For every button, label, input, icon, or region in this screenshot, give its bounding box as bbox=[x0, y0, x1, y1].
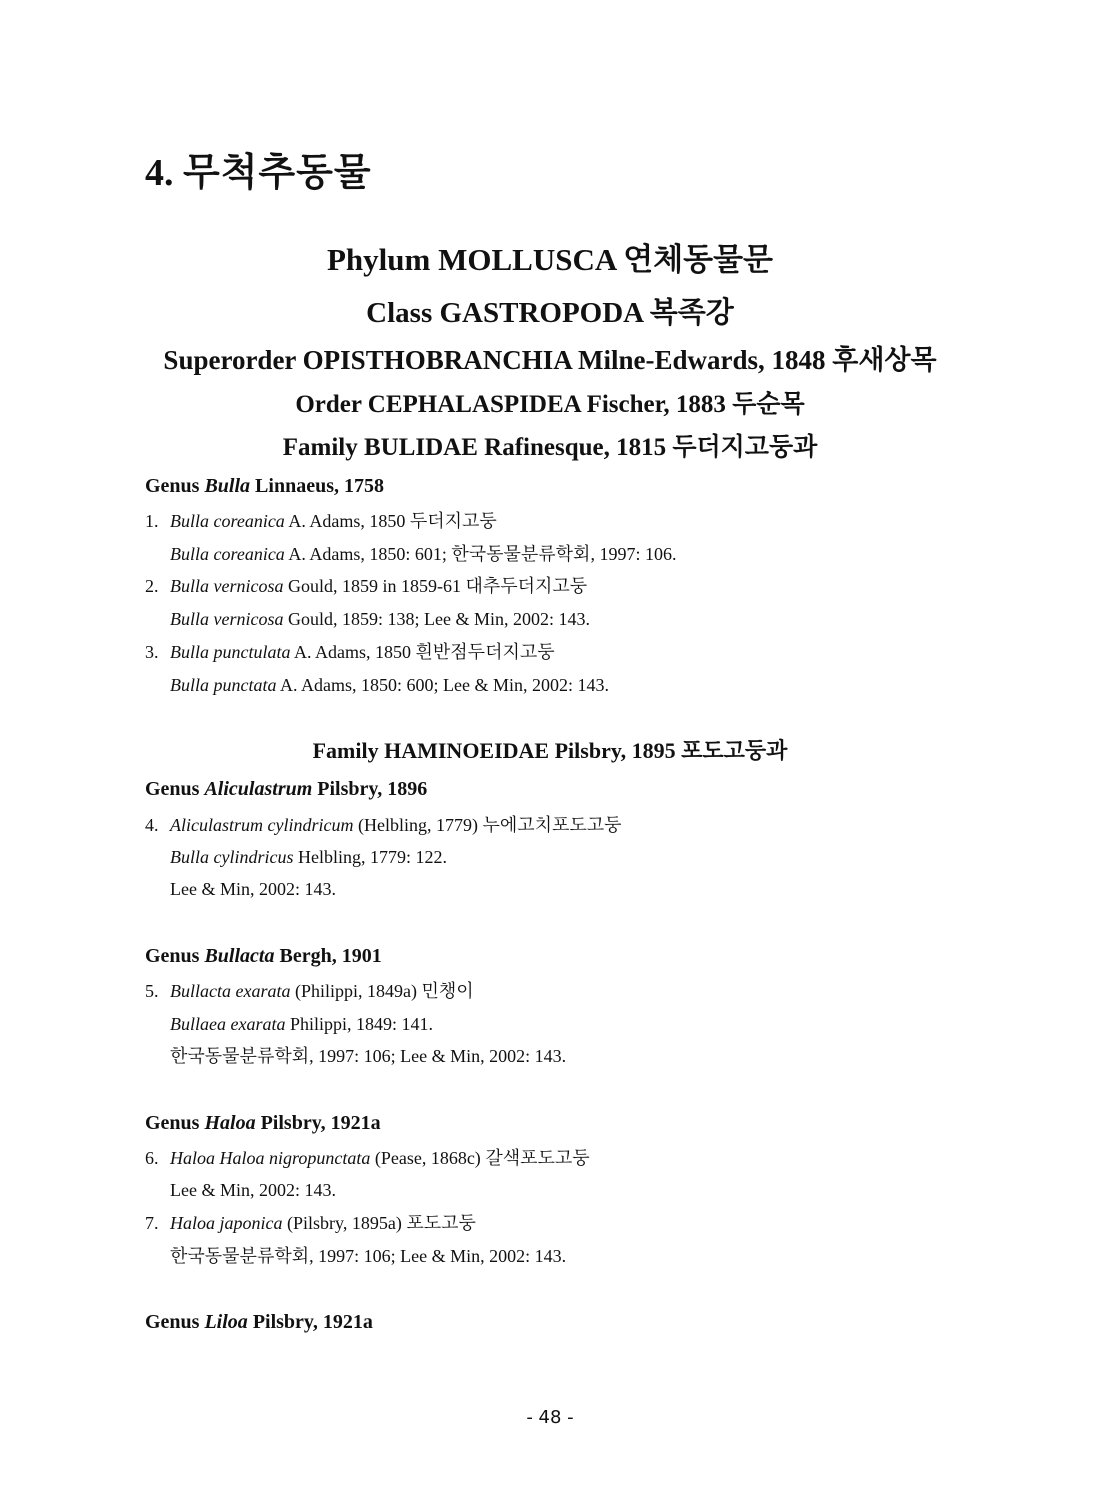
species-entry-1: 1. Bulla coreanica A. Adams, 1850 두더지고둥 bbox=[145, 511, 497, 532]
species-citation-4b: Lee & Min, 2002: 143. bbox=[170, 879, 336, 899]
genus-bullacta: Genus Bullacta Bergh, 1901 bbox=[145, 945, 382, 967]
heading-order: Order CEPHALASPIDEA Fischer, 1883 두순목 bbox=[295, 389, 805, 418]
species-citation-4a: Bulla cylindricus Helbling, 1779: 122. bbox=[170, 847, 447, 867]
species-entry-5: 5. Bullacta exarata (Philippi, 1849a) 민챙이 bbox=[145, 981, 474, 1002]
species-citation-5a: Bullaea exarata Philippi, 1849: 141. bbox=[170, 1014, 433, 1034]
page-number: - 48 - bbox=[526, 1407, 574, 1428]
species-citation-3: Bulla punctata A. Adams, 1850: 600; Lee & Min, 2002: 143. bbox=[170, 675, 609, 695]
genus-bulla: Genus Bulla Linnaeus, 1758 bbox=[145, 475, 384, 497]
species-entry-4: 4. Aliculastrum cylindricum (Helbling, 1779) 누에고치포도고둥 bbox=[145, 815, 622, 836]
genus-liloa: Genus Liloa Pilsbry, 1921a bbox=[145, 1311, 373, 1333]
genus-aliculastrum: Genus Aliculastrum Pilsbry, 1896 bbox=[145, 778, 428, 800]
species-citation-2: Bulla vernicosa Gould, 1859: 138; Lee & Min, 2002: 143. bbox=[170, 609, 590, 629]
heading-phylum: Phylum MOLLUSCA 연체동물문 bbox=[326, 242, 773, 278]
heading-family-haminoeidae: Family HAMINOEIDAE Pilsbry, 1895 포도고둥과 bbox=[312, 738, 788, 764]
species-entry-3: 3. Bulla punctulata A. Adams, 1850 흰반점두더지고둥 bbox=[145, 642, 555, 663]
genus-haloa: Genus Haloa Pilsbry, 1921a bbox=[145, 1112, 381, 1134]
species-citation-6: Lee & Min, 2002: 143. bbox=[170, 1180, 336, 1200]
heading-superorder: Superorder OPISTHOBRANCHIA Milne-Edwards, 1848 후새상목 bbox=[163, 345, 937, 376]
species-citation-5b: 한국동물분류학회, 1997: 106; Lee & Min, 2002: 143. bbox=[170, 1046, 567, 1067]
species-entry-6: 6. Haloa Haloa nigropunctata (Pease, 1868c) 갈색포도고둥 bbox=[145, 1148, 590, 1169]
chapter-number: 4. bbox=[145, 152, 174, 194]
chapter-name: 무척추동물 bbox=[183, 150, 372, 194]
chapter-title bbox=[145, 148, 372, 197]
species-entry-7: 7. Haloa japonica (Pilsbry, 1895a) 포도고둥 bbox=[145, 1213, 476, 1234]
heading-class: Class GASTROPODA 복족강 bbox=[366, 295, 734, 329]
species-citation-1: Bulla coreanica A. Adams, 1850: 601; 한국동물분류학회, 1997: 106. bbox=[170, 544, 677, 565]
species-entry-2: 2. Bulla vernicosa Gould, 1859 in 1859-61 대추두더지고둥 bbox=[145, 576, 588, 597]
species-citation-7: 한국동물분류학회, 1997: 106; Lee & Min, 2002: 143. bbox=[170, 1246, 567, 1267]
heading-family-bulidae: Family BULIDAE Rafinesque, 1815 두더지고둥과 bbox=[282, 432, 818, 461]
